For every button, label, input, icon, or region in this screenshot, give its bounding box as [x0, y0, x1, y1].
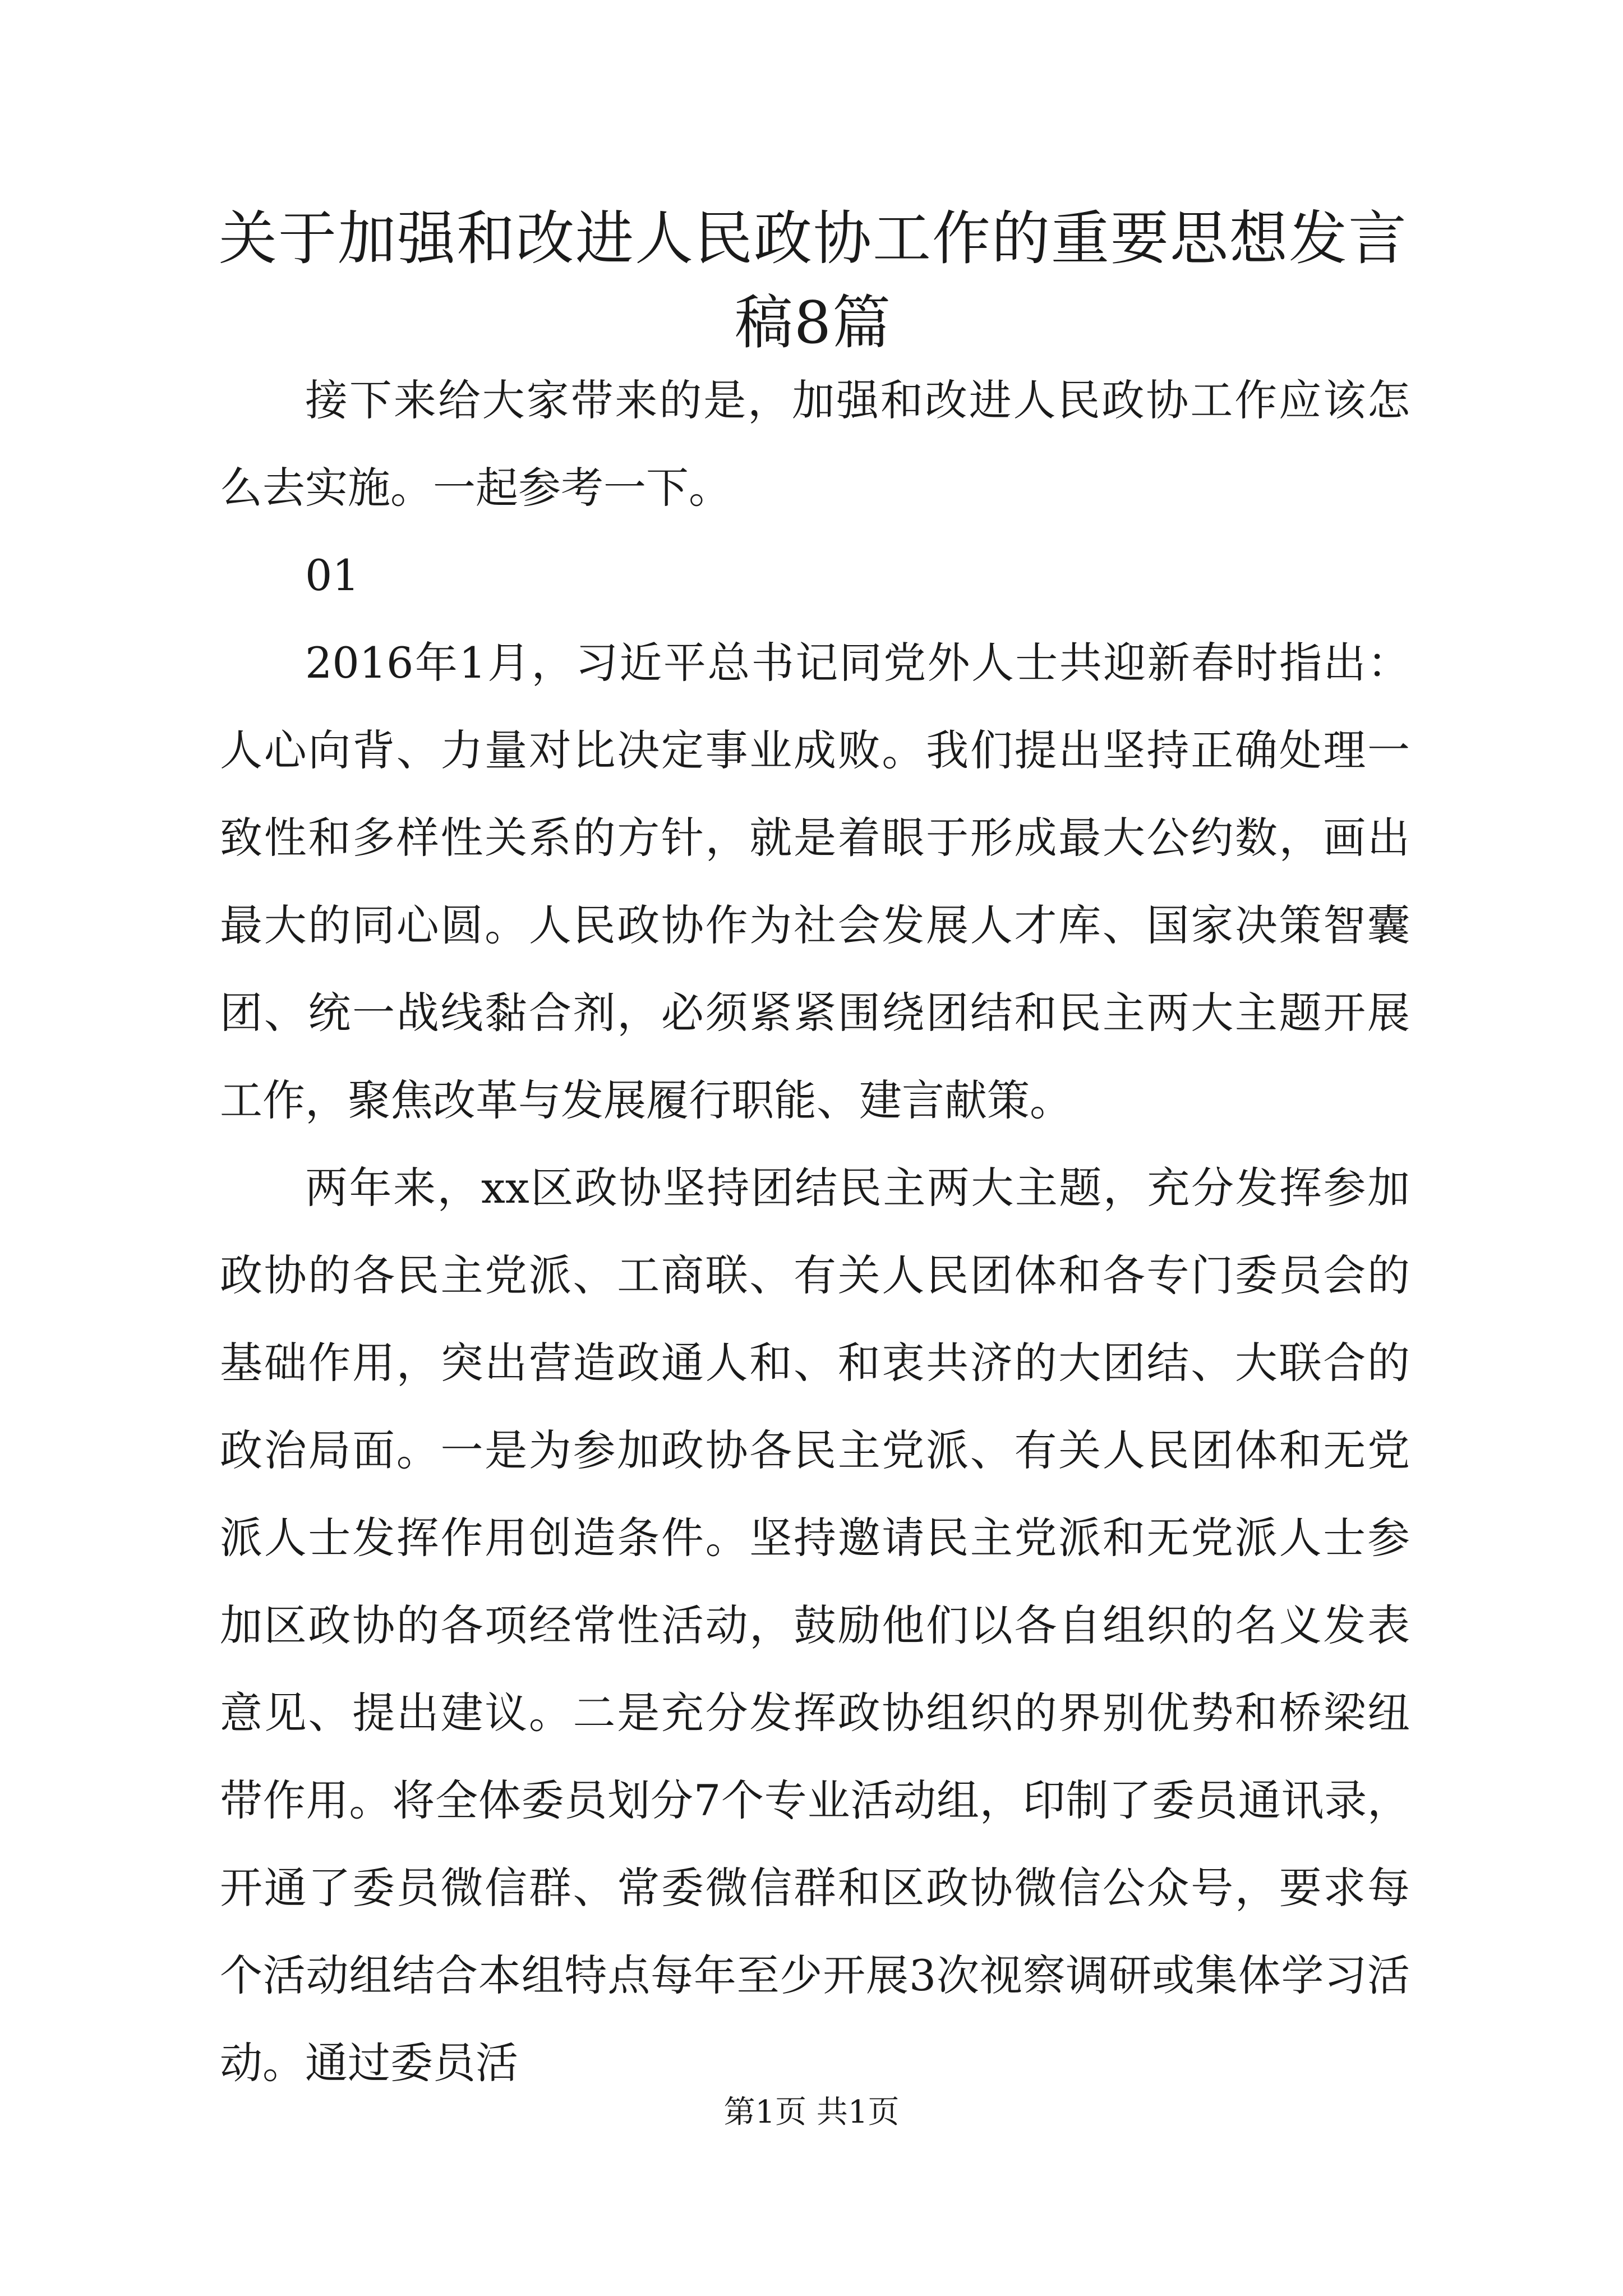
document-title: 关于加强和改进人民政协工作的重要思想发言稿8篇	[218, 204, 1408, 357]
page-footer: 第1页 共1页	[723, 2094, 900, 2131]
section-number: 01	[305, 550, 359, 600]
document-body	[220, 357, 1410, 2107]
paragraph-1: 2016年1月，习近平总书记同党外人士共迎新春时指出：人心向背、力量对比决定事业成败。我们提出坚持正确处理一致性和多样性关系的方针，就是着眼于形成最大公约数，画出最大的同心圆。人民政协作为社会发展人才库、国家决策智囊团、统一战线黏合剂，必须紧紧围绕团结和民主两大主题开展工作，聚焦改革与发展履行职能、建言献策。	[220, 638, 1410, 1125]
paragraph-intro: 接下来给大家带来的是，加强和改进人民政协工作应该怎么去实施。一起参考一下。	[220, 375, 1410, 513]
paragraph-2: 两年来，xx区政协坚持团结民主两大主题，充分发挥参加政协的各民主党派、工商联、有关人民团体和各专门委员会的基础作用，突出营造政通人和、和衷共济的大团结、大联合的政治局面。一是为参加政协各民主党派、有关人民团体和无党派人士发挥作用创造条件。坚持邀请民主党派和无党派人士参加区政协的各项经常性活动，鼓励他们以各自组织的名义发表意见、提出建议。二是充分发挥政协组织的界别优势和桥梁纽带作用。将全体委员划分7个专业活动组，印制了委员通讯录，开通了委员微信群、常委微信群和区政协微信公众号，要求每个活动组结合本组特点每年至少开展3次视察调研或集体学习活动。通过委员活	[220, 1163, 1410, 2088]
